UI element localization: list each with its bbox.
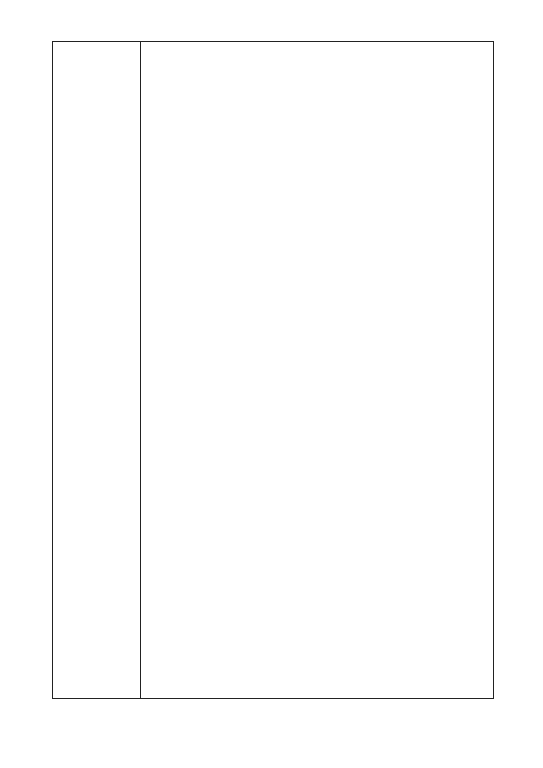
text-line bbox=[149, 335, 487, 367]
text-line bbox=[149, 175, 487, 207]
text-line bbox=[149, 303, 487, 335]
text-line bbox=[149, 655, 487, 687]
text-line bbox=[149, 111, 487, 143]
text-line bbox=[149, 143, 487, 175]
text-line bbox=[149, 47, 487, 79]
text-line bbox=[149, 431, 487, 463]
text-line bbox=[149, 367, 487, 399]
text-line bbox=[149, 399, 487, 431]
text-line bbox=[149, 527, 487, 559]
table-left-cell bbox=[53, 42, 141, 698]
text-line bbox=[149, 623, 487, 655]
text-line bbox=[149, 463, 487, 495]
text-line bbox=[149, 239, 487, 271]
document-table bbox=[52, 41, 494, 699]
text-line bbox=[149, 271, 487, 303]
text-line bbox=[149, 79, 487, 111]
text-line bbox=[149, 207, 487, 239]
text-line bbox=[149, 559, 487, 591]
text-line bbox=[149, 591, 487, 623]
table-right-cell bbox=[141, 42, 493, 698]
text-line bbox=[149, 495, 487, 527]
